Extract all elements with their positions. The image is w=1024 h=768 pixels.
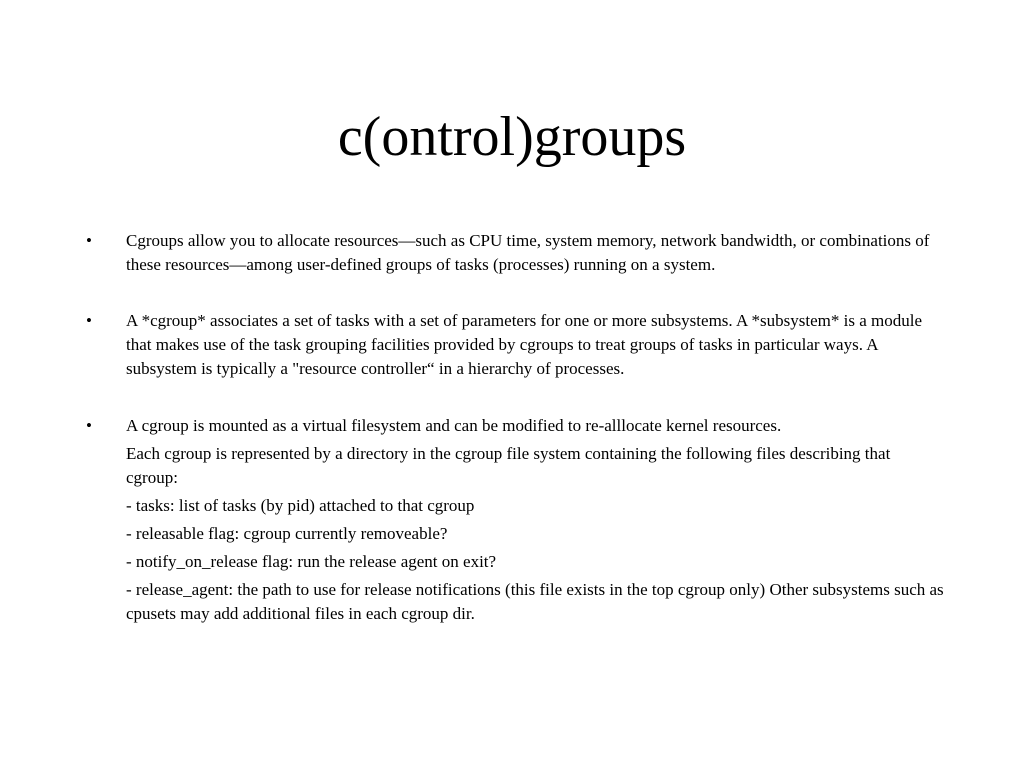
bullet-text: A cgroup is mounted as a virtual filesystem and can be modified to re-alllocate kernel resources. <box>126 416 782 435</box>
bullet-marker: • <box>86 231 92 250</box>
slide-body <box>84 229 944 626</box>
bullet-text: A *cgroup* associates a set of tasks with a set of parameters for one or more subsystems. A *subsystem* is a module that makes use of the task grouping facilities provided by cgroups to treat groups of tasks in particular ways. A subsystem is typically a "resource controller“ in a hierarchy of processes. <box>126 311 923 378</box>
sub-paragraph-release-agent: - release_agent: the path to use for release notifications (this file exists in the top cgroup only) Other subsystems such as cpusets may add additional files in each cgroup dir. <box>126 580 944 623</box>
bullet-item <box>84 414 944 438</box>
sub-paragraph-notify: - notify_on_release flag: run the release agent on exit? <box>126 552 497 571</box>
bullet-marker: • <box>86 416 92 435</box>
bullet-text: Cgroups allow you to allocate resources—such as CPU time, system memory, network bandwidth, or combinations of these resources—among user-defined groups of tasks (processes) running on a system. <box>126 231 930 274</box>
sub-paragraph-releasable: - releasable flag: cgroup currently removeable? <box>126 524 448 543</box>
bullet-item <box>84 229 944 277</box>
sub-paragraph-tasks: - tasks: list of tasks (by pid) attached to that cgroup <box>126 496 475 515</box>
bullet-marker: • <box>86 311 92 330</box>
bullet-item <box>84 309 944 381</box>
sub-paragraph-description: Each cgroup is represented by a directory in the cgroup file system containing the following files describing that cgroup: <box>126 444 891 487</box>
slide-title: c(ontrol)groups <box>337 106 687 168</box>
